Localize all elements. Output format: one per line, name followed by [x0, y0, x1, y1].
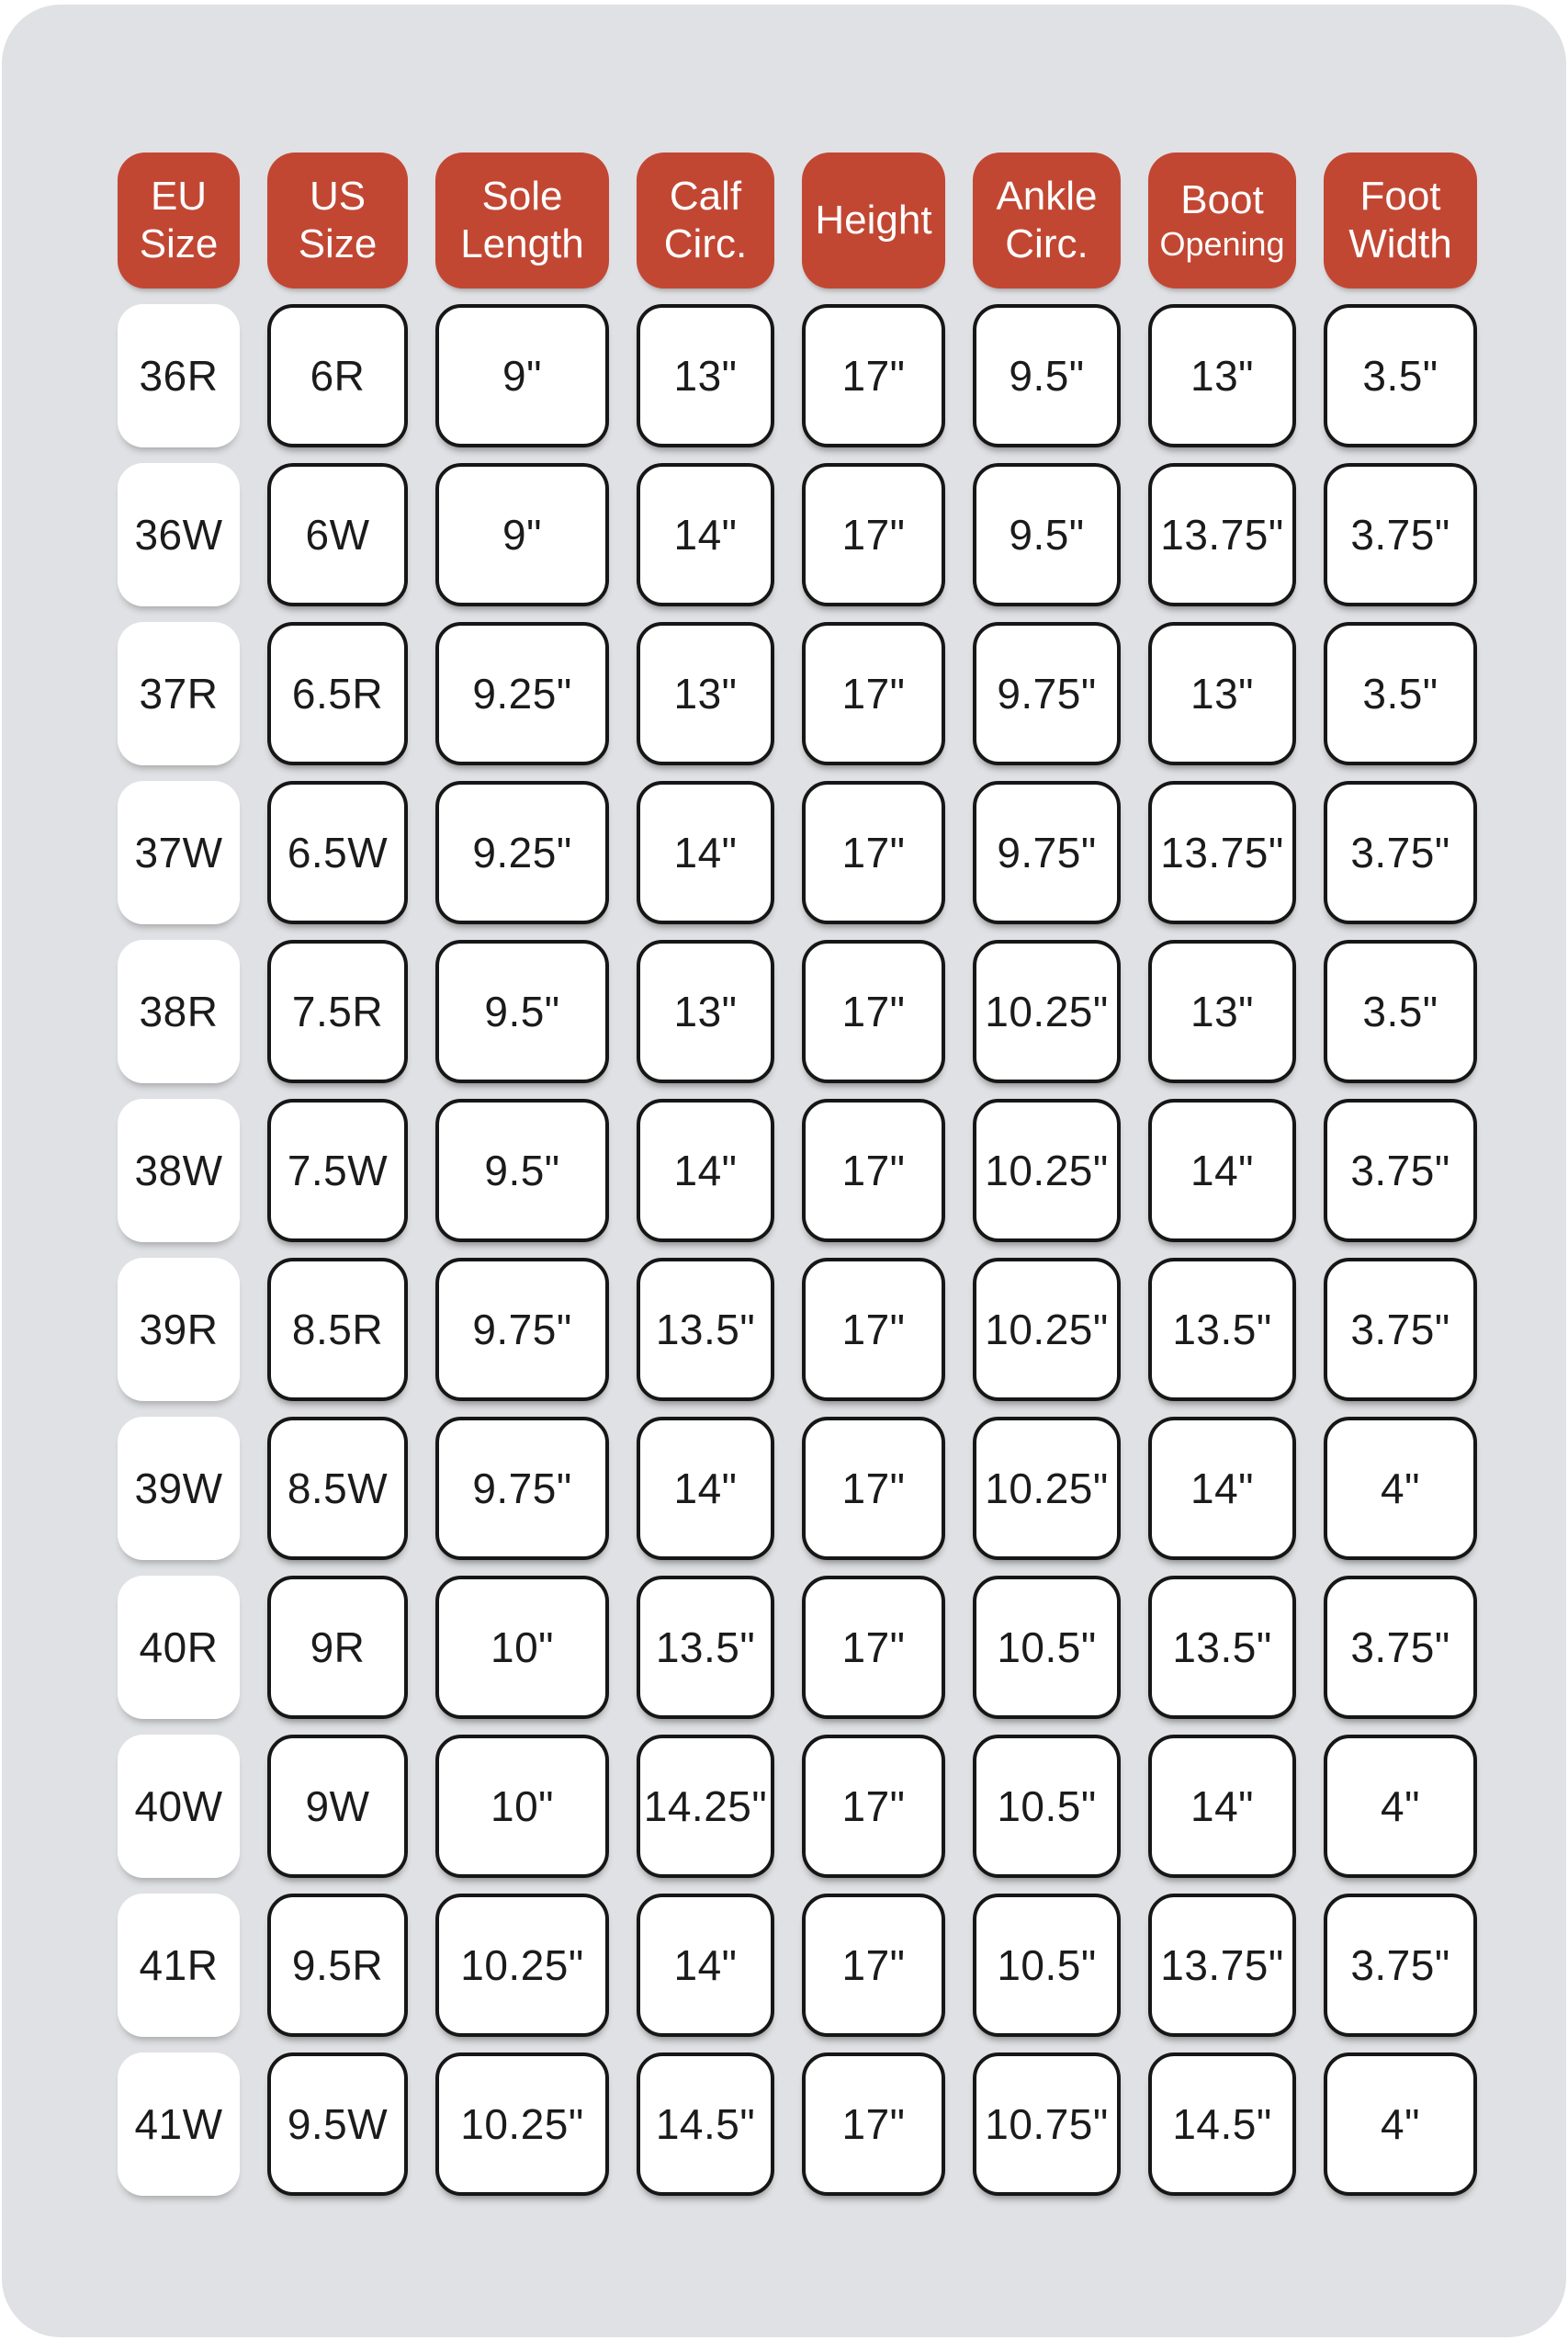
table-cell: 9": [435, 304, 609, 447]
header-line: Foot: [1359, 174, 1441, 220]
table-cell: 3.75": [1324, 781, 1477, 924]
header-line: Calf: [669, 174, 742, 220]
table-cell: 14": [637, 463, 774, 606]
table-cell: 17": [802, 1258, 945, 1401]
header-line: Opening: [1159, 225, 1285, 264]
row-label-cell: 37R: [118, 622, 240, 765]
table-cell: 14.5": [1148, 2052, 1296, 2196]
column-header-foot-width: [1324, 153, 1477, 288]
table-cell: 7.5W: [267, 1099, 408, 1242]
column-header-ankle-circ: [973, 153, 1121, 288]
table-cell: 9.75": [435, 1417, 609, 1560]
table-cell: 14": [1148, 1099, 1296, 1242]
table-cell: 13": [1148, 304, 1296, 447]
header-line: Size: [139, 221, 219, 266]
column-header-boot-opening: [1148, 153, 1296, 288]
table-cell: 9.5": [435, 1099, 609, 1242]
table-cell: 9.75": [435, 1258, 609, 1401]
column-header-height: [802, 153, 945, 288]
table-cell: 3.5": [1324, 304, 1477, 447]
row-label-cell: 39W: [118, 1417, 240, 1560]
row-label-cell: 40R: [118, 1576, 240, 1719]
table-cell: 10.25": [973, 1258, 1121, 1401]
table-cell: 13": [1148, 622, 1296, 765]
column-header-eu-size: [118, 153, 240, 288]
table-cell: 3.5": [1324, 940, 1477, 1083]
column-header-us-size: [267, 153, 408, 288]
table-cell: 13": [637, 622, 774, 765]
table-cell: 9": [435, 463, 609, 606]
table-cell: 14": [637, 781, 774, 924]
header-line: Circ.: [663, 221, 748, 266]
table-cell: 9.5": [973, 463, 1121, 606]
table-cell: 9.5R: [267, 1894, 408, 2037]
row-label-cell: 38W: [118, 1099, 240, 1242]
column-header-sole-length: [435, 153, 609, 288]
row-label-cell: 40W: [118, 1735, 240, 1878]
table-cell: 14": [1148, 1735, 1296, 1878]
header-line: Length: [460, 221, 584, 266]
table-cell: 14": [637, 1099, 774, 1242]
row-label-cell: 41R: [118, 1894, 240, 2037]
table-cell: 14.5": [637, 2052, 774, 2196]
table-cell: 9.5": [435, 940, 609, 1083]
header-line: Circ.: [1005, 221, 1089, 266]
header-line: Height: [815, 198, 932, 243]
row-label-cell: 36R: [118, 304, 240, 447]
header-line: Ankle: [996, 174, 1098, 220]
table-cell: 3.75": [1324, 463, 1477, 606]
table-cell: 9.75": [973, 781, 1121, 924]
table-cell: 17": [802, 781, 945, 924]
table-cell: 13.75": [1148, 1894, 1296, 2037]
table-cell: 9.5W: [267, 2052, 408, 2196]
table-cell: 10.25": [973, 1417, 1121, 1560]
table-cell: 17": [802, 622, 945, 765]
table-cell: 13.5": [637, 1258, 774, 1401]
table-cell: 14": [637, 1894, 774, 2037]
row-label-cell: 36W: [118, 463, 240, 606]
table-cell: 17": [802, 1735, 945, 1878]
table-cell: 6R: [267, 304, 408, 447]
table-cell: 9.75": [973, 622, 1121, 765]
table-cell: 13": [637, 304, 774, 447]
table-cell: 17": [802, 1576, 945, 1719]
table-cell: 13.75": [1148, 781, 1296, 924]
table-cell: 13.5": [637, 1576, 774, 1719]
table-cell: 9.25": [435, 781, 609, 924]
table-cell: 8.5W: [267, 1417, 408, 1560]
table-cell: 17": [802, 1894, 945, 2037]
table-cell: 3.75": [1324, 1258, 1477, 1401]
column-header-calf-circ: [637, 153, 774, 288]
table-cell: 13.5": [1148, 1576, 1296, 1719]
table-cell: 7.5R: [267, 940, 408, 1083]
table-cell: 10": [435, 1576, 609, 1719]
table-cell: 9W: [267, 1735, 408, 1878]
table-cell: 10.5": [973, 1735, 1121, 1878]
table-cell: 13.5": [1148, 1258, 1296, 1401]
row-label-cell: 39R: [118, 1258, 240, 1401]
table-cell: 4": [1324, 2052, 1477, 2196]
table-cell: 9R: [267, 1576, 408, 1719]
table-cell: 10.25": [973, 940, 1121, 1083]
table-cell: 3.75": [1324, 1576, 1477, 1719]
table-cell: 17": [802, 1417, 945, 1560]
table-cell: 8.5R: [267, 1258, 408, 1401]
table-cell: 13.75": [1148, 463, 1296, 606]
header-line: Size: [298, 221, 378, 266]
table-cell: 10.5": [973, 1894, 1121, 2037]
table-cell: 3.75": [1324, 1894, 1477, 2037]
table-cell: 17": [802, 304, 945, 447]
table-cell: 14": [1148, 1417, 1296, 1560]
table-cell: 17": [802, 2052, 945, 2196]
table-cell: 14": [637, 1417, 774, 1560]
table-cell: 4": [1324, 1735, 1477, 1878]
table-cell: 13": [1148, 940, 1296, 1083]
header-line: EU: [150, 174, 208, 220]
table-cell: 10.25": [973, 1099, 1121, 1242]
header-line: US: [309, 174, 367, 220]
table-cell: 10": [435, 1735, 609, 1878]
table-cell: 9.5": [973, 304, 1121, 447]
table-cell: 6.5W: [267, 781, 408, 924]
table-cell: 6W: [267, 463, 408, 606]
table-cell: 10.75": [973, 2052, 1121, 2196]
row-label-cell: 38R: [118, 940, 240, 1083]
table-cell: 10.25": [435, 1894, 609, 2037]
table-cell: 14.25": [637, 1735, 774, 1878]
row-label-cell: 41W: [118, 2052, 240, 2196]
table-cell: 9.25": [435, 622, 609, 765]
header-line: Sole: [481, 174, 563, 220]
table-cell: 3.5": [1324, 622, 1477, 765]
table-cell: 13": [637, 940, 774, 1083]
table-cell: 6.5R: [267, 622, 408, 765]
row-label-cell: 37W: [118, 781, 240, 924]
table-cell: 17": [802, 1099, 945, 1242]
table-cell: 17": [802, 463, 945, 606]
size-table: [118, 153, 1477, 2196]
header-line: Width: [1348, 221, 1452, 266]
table-cell: 17": [802, 940, 945, 1083]
header-line: Boot: [1180, 176, 1264, 222]
table-cell: 4": [1324, 1417, 1477, 1560]
table-cell: 10.25": [435, 2052, 609, 2196]
table-cell: 3.75": [1324, 1099, 1477, 1242]
table-cell: 10.5": [973, 1576, 1121, 1719]
